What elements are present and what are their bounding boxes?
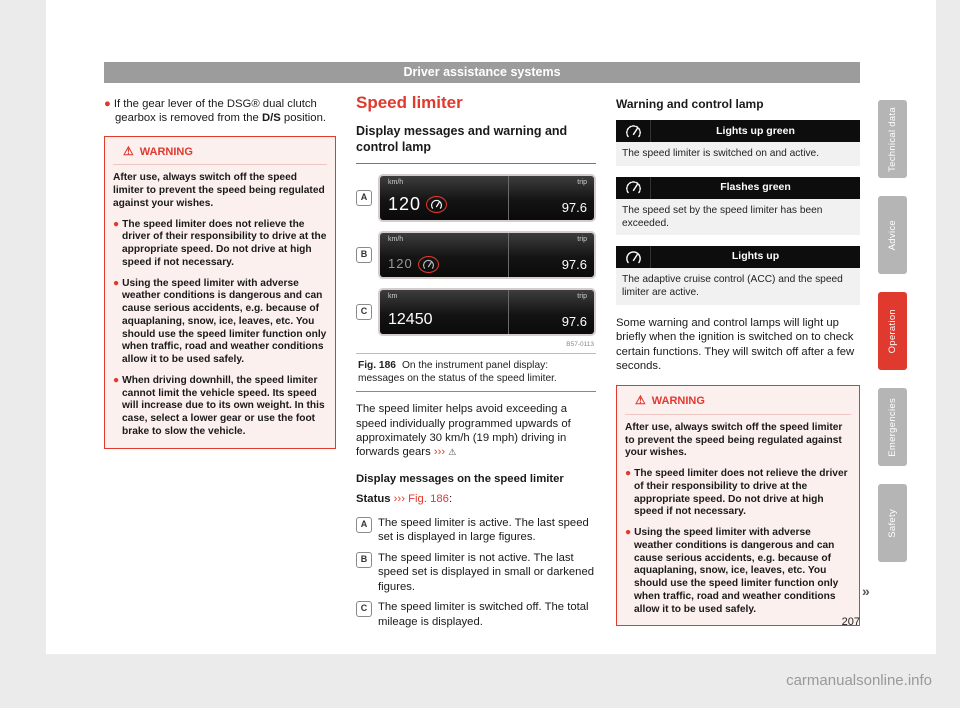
trip-value: 97.6 <box>561 313 587 329</box>
body-paragraph: The speed limiter helps avoid exceeding a speed individually programmed upwards of approximately 30 km/h (19 mph) driving in forwards gears ››› ⚠ <box>356 403 571 459</box>
column-left <box>104 97 336 449</box>
instrument-display-c <box>378 288 596 336</box>
instrument-display-b <box>378 231 596 279</box>
speed-value: 120 <box>388 194 422 215</box>
figure-row-c <box>356 288 596 336</box>
list-bullet: ● <box>113 374 120 386</box>
continuation-mark: » <box>862 583 870 599</box>
lamp-title: Flashes green <box>720 180 791 193</box>
lamp-title: Lights up <box>731 250 780 263</box>
lamp-description: The speed set by the speed limiter has been exceeded. <box>616 199 860 236</box>
tab-label: Operation <box>887 308 898 354</box>
figure-row-b <box>356 231 596 279</box>
list-bullet: ● <box>104 98 111 110</box>
warning-paragraph: ● Using the speed limiter with adverse weather conditions is dangerous and can cause serious accidents, e.g. because of aquaplaning, snow, ice, leaves, etc. You should use the speed limiter function only when traffic, road and weather conditions allow it to be used safely. <box>625 527 839 615</box>
acc-lim-lamp-icon <box>616 246 651 268</box>
speed-limiter-gauge-icon <box>616 177 651 199</box>
page-header: Driver assistance systems <box>104 62 860 83</box>
warning-triangle-icon: ⚠ <box>635 393 646 408</box>
list-bullet: ● <box>113 218 120 230</box>
warning-header <box>625 393 851 414</box>
tab-advice[interactable] <box>878 196 907 274</box>
warning-triangle-icon: ⚠ <box>123 143 134 158</box>
body-paragraph: Some warning and control lamps will light up briefly when the ignition is switched on to check certain functions. They will switch off after a few seconds. <box>616 316 855 372</box>
warning-box-2 <box>616 385 860 626</box>
warning-paragraph: After use, always switch off the speed limiter to prevent the speed being regulated against your wishes. <box>625 421 843 459</box>
column-right <box>616 97 860 626</box>
item-label-a: A <box>356 517 372 533</box>
lim-telltale-icon <box>426 196 447 213</box>
warning-box-1 <box>104 136 336 449</box>
figure-caption <box>356 353 596 393</box>
instrument-display-a <box>378 174 596 222</box>
subsection-heading: Display messages on the speed limiter <box>356 472 564 485</box>
lamp-block-lights-up <box>616 246 860 305</box>
warning-paragraph: ● When driving downhill, the speed limiter cannot limit the vehicle speed. Its speed will increase due to its own weight. In this case, select a lower gear or use the foot brake to slow the vehicle. <box>113 374 325 437</box>
tab-safety[interactable] <box>878 484 907 562</box>
tab-label: Technical data <box>887 106 898 172</box>
intro-bullet-line <box>104 97 336 126</box>
odometer-unit: km <box>388 293 398 301</box>
intro-text: If the gear lever of the DSG® dual clutch gearbox is removed from the <box>113 98 317 125</box>
figure-label-c: C <box>356 304 372 320</box>
warning-title: WARNING <box>651 395 705 408</box>
figure-label-b: B <box>356 247 372 263</box>
warning-paragraph: ● The speed limiter does not relieve the driver of their responsibility to drive at the appropriate speed. Do not drive at high speed if not necessary. <box>113 218 327 268</box>
trip-label: trip <box>577 179 587 187</box>
odometer-value: 12450 <box>388 310 433 328</box>
watermark-link[interactable]: carmanualsonline.info <box>786 672 932 689</box>
section-subtitle: Display messages and warning and control lamp <box>356 123 596 165</box>
tab-technical-data[interactable] <box>878 100 907 178</box>
column-middle <box>356 92 596 635</box>
list-bullet: ● <box>113 277 120 289</box>
page-number: 207 <box>841 616 860 628</box>
warning-triangle-icon: ⚠ <box>448 447 457 458</box>
cross-reference-arrows[interactable]: ››› <box>433 446 446 459</box>
warning-header <box>113 144 327 165</box>
item-label-c: C <box>356 601 372 617</box>
lamp-section-heading: Warning and control lamp <box>616 97 764 111</box>
warning-paragraph: ● The speed limiter does not relieve the driver of their responsibility to drive at the appropriate speed. Do not drive at high speed if not necessary. <box>625 468 848 518</box>
lamp-description: The adaptive cruise control (ACC) and the speed limiter are active. <box>616 268 860 305</box>
speed-value: 120 <box>388 256 413 272</box>
tab-operation[interactable] <box>878 292 907 370</box>
trip-label: trip <box>577 293 587 301</box>
list-bullet: ● <box>625 527 632 539</box>
tab-emergencies[interactable] <box>878 388 907 466</box>
item-label-b: B <box>356 552 372 568</box>
tab-label: Advice <box>887 219 898 251</box>
status-line: Status ››› Fig. 186: <box>356 493 453 506</box>
trip-label: trip <box>577 236 587 244</box>
lamp-block-flashes-green <box>616 177 860 236</box>
trip-value: 97.6 <box>561 256 587 272</box>
warning-paragraph: ● Using the speed limiter with adverse weather conditions is dangerous and can cause serious accidents, e.g. because of aquaplaning, snow, ice, leaves, etc. You should use the speed limiter function only when traffic, road and weather conditions allow it to be used safely. <box>113 277 327 366</box>
trip-value: 97.6 <box>561 199 587 215</box>
lamp-block-lights-up-green <box>616 120 860 165</box>
figure-link[interactable]: Fig. 186 <box>408 493 449 506</box>
speed-unit: km/h <box>388 236 404 244</box>
figure-label-a: A <box>356 190 372 206</box>
tab-label: Emergencies <box>887 397 898 457</box>
figure-caption-text: On the instrument panel display: messages on the status of the speed limiter. <box>358 359 557 384</box>
manual-page <box>46 0 936 654</box>
list-item-a <box>356 516 596 545</box>
item-text: The speed limiter is not active. The last speed set is displayed in small or darkened figures. <box>378 551 595 593</box>
speed-unit: km/h <box>388 179 404 187</box>
cross-reference-arrows: ››› <box>393 493 405 506</box>
figure-caption-number: Fig. 186 <box>358 359 396 371</box>
figure-186 <box>356 174 596 392</box>
figure-reference-code: B57-0113 <box>566 341 594 349</box>
list-item-b <box>356 551 596 594</box>
lamp-description: The speed limiter is switched on and active. <box>616 142 860 165</box>
lim-telltale-icon <box>418 256 439 273</box>
tab-label: Safety <box>887 508 898 538</box>
lamp-title: Lights up green <box>716 124 795 137</box>
item-text: The speed limiter is active. The last speed set is displayed in large figures. <box>378 516 589 544</box>
warning-title: WARNING <box>139 145 193 158</box>
item-text: The speed limiter is switched off. The total mileage is displayed. <box>378 601 589 628</box>
intro-bold: D/S <box>261 112 281 125</box>
speed-limiter-gauge-icon <box>616 120 651 142</box>
figure-row-a <box>356 174 596 222</box>
list-bullet: ● <box>625 468 632 480</box>
section-title: Speed limiter <box>356 93 463 112</box>
warning-paragraph: After use, always switch off the speed limiter to prevent the speed being regulated against your wishes. <box>113 172 325 209</box>
intro-tail: position. <box>280 112 326 125</box>
list-item-c <box>356 600 596 629</box>
